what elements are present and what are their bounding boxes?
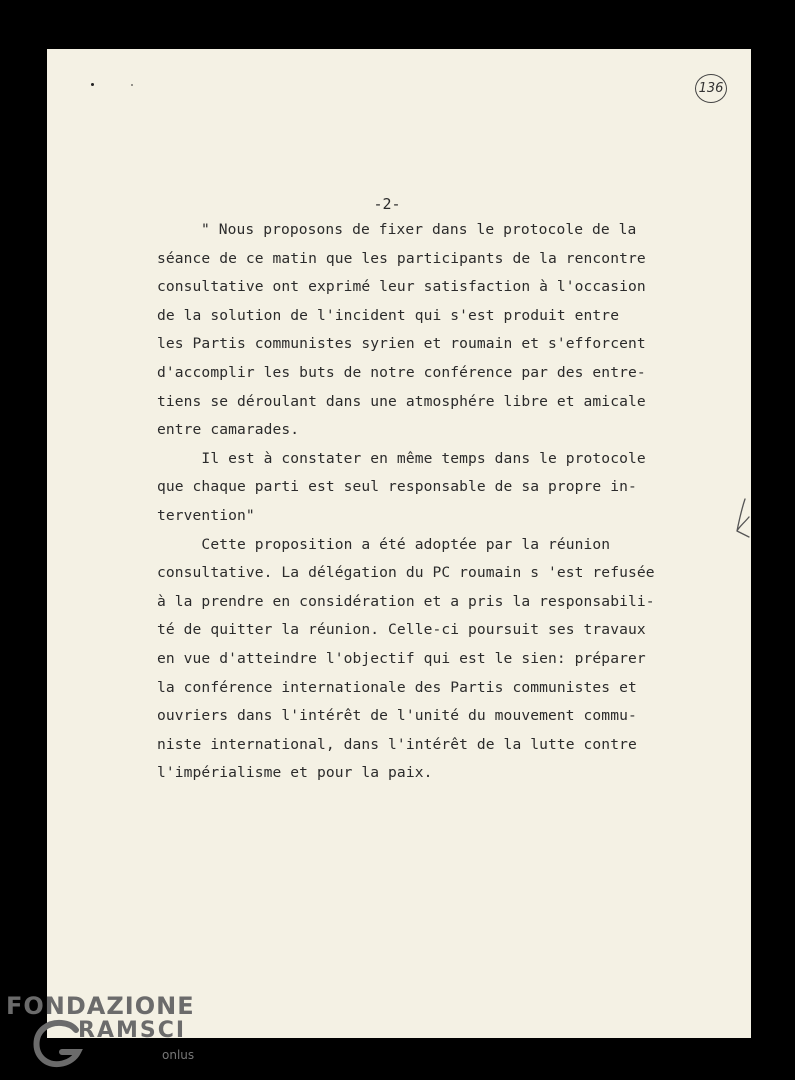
text-line: tiens se déroulant dans une atmosphére libre et amicale (157, 392, 646, 410)
text-line: séance de ce matin que les participants de la rencontre (157, 249, 646, 267)
text-line: Cette proposition a été adoptée par la réunion (157, 535, 611, 553)
text-line: té de quitter la réunion. Celle-ci poursuit ses travaux (157, 621, 646, 639)
text-line: Il est à constater en même temps dans le protocole (157, 449, 646, 467)
text-line: l'impérialisme et pour la paix. (157, 764, 433, 782)
watermark-line3: onlus (162, 1048, 195, 1062)
text-line: que chaque parti est seul responsable de sa propre in- (157, 478, 637, 496)
text-line: la conférence internationale des Partis communistes et (157, 678, 637, 696)
text-line: niste international, dans l'intérêt de la lutte contre (157, 735, 637, 753)
text-line: consultative ont exprimé leur satisfaction à l'occasion (157, 278, 646, 296)
text-line: en vue d'atteindre l'objectif qui est le sien: préparer (157, 649, 646, 667)
text-line: à la prendre en considération et a pris la responsabili- (157, 592, 655, 610)
text-line: tervention" (157, 506, 255, 524)
page-number: -2- (373, 195, 401, 213)
text-line: ouvriers dans l'intérêt de l'unité du mouvement commu- (157, 707, 637, 725)
text-line: entre camarades. (157, 421, 300, 439)
text-line: les Partis communistes syrien et roumain et s'efforcent (157, 335, 646, 353)
watermark-line2: RAMSCI (78, 1018, 187, 1043)
punch-mark (131, 84, 133, 86)
fondazione-gramsci-watermark (6, 992, 206, 1072)
text-line: de la solution de l'incident qui s'est produit entre (157, 306, 620, 324)
archive-stamp (695, 74, 727, 103)
margin-pencil-mark (733, 497, 751, 539)
typed-body-text (157, 216, 655, 788)
watermark-line1: FONDAZIONE (6, 992, 195, 1020)
punch-mark (91, 83, 94, 86)
text-line: consultative. La délégation du PC roumain s 'est refusée (157, 564, 655, 582)
archive-stamp-number: 136 (698, 81, 724, 96)
document-page (47, 49, 751, 1038)
text-line: " Nous proposons de fixer dans le protocole de la (201, 221, 637, 238)
text-line: d'accomplir les buts de notre conférence par des entre- (157, 363, 646, 381)
